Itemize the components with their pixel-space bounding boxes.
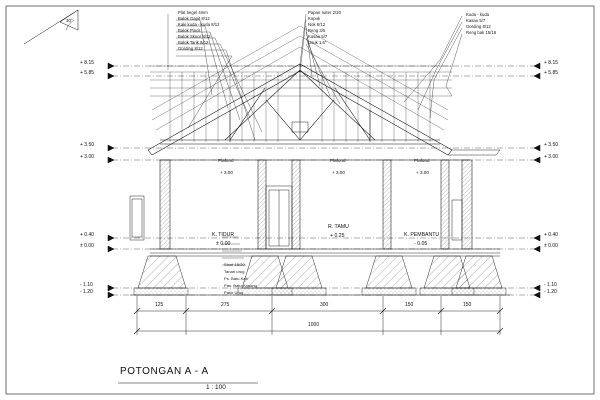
annotation-left-6: Gording 8/12 xyxy=(178,46,203,51)
level-left-2: + 3.50 xyxy=(80,142,95,148)
annotation-left-1: Balok Gapit 8/12 xyxy=(178,16,210,21)
ceiling-label-0: Plafond xyxy=(218,158,234,163)
level-left-5: ± 0.00 xyxy=(80,243,94,249)
dimension-segment-1: 275 xyxy=(221,302,230,308)
dimension-segment-4: 150 xyxy=(463,302,472,308)
annotation-center-4: Kasau 5/7 xyxy=(308,34,328,39)
room-level-2: - 0.05 xyxy=(414,241,428,247)
annotation-foundation-0: Sloof 15/20 xyxy=(224,262,245,267)
level-left-3: + 3.00 xyxy=(80,154,95,160)
ceiling-label-1: Plafond xyxy=(330,158,346,163)
annotation-foundation-2: Ps. Batu Kali xyxy=(224,276,248,281)
leader-lines-right xyxy=(404,16,462,118)
room-label-2: K. PEMBANTU xyxy=(404,232,440,238)
ceiling-level-1: + 3.00 xyxy=(332,170,345,175)
room-label-1: R. TAMU xyxy=(328,224,349,230)
annotation-foundation-4: Pasir Urug xyxy=(224,290,244,295)
ceiling-level-0: + 3.00 xyxy=(220,170,233,175)
level-right-2: + 3.50 xyxy=(544,142,559,148)
annotation-right-2: Gording 8/12 xyxy=(466,24,491,29)
dimension-segment-2: 300 xyxy=(320,302,329,308)
annotation-foundation-3: Pas. Batu Kosong xyxy=(224,283,257,288)
level-right-7: - 1.20 xyxy=(544,289,557,295)
floor-slab xyxy=(150,253,500,256)
level-left-0: + 8.15 xyxy=(80,60,95,66)
annotation-left-3: Balok Pincit xyxy=(178,28,201,33)
level-left-6: - 1.10 xyxy=(80,282,93,288)
annotation-center-3: Reng 3/5 xyxy=(308,28,326,33)
room-label-0: K. TIDUR xyxy=(212,232,235,238)
level-left-4: + 0.40 xyxy=(80,232,95,238)
annotation-center-0: Papan ruiter 2/20 xyxy=(308,10,341,15)
annotation-center-1: Kopuk xyxy=(308,16,321,21)
level-left-1: + 5.85 xyxy=(80,70,95,76)
drawing-title: POTONGAN A - A xyxy=(120,366,209,377)
dimension-lines xyxy=(134,296,503,335)
angle-symbol xyxy=(24,10,78,44)
room-level-0: ± 0.00 xyxy=(216,241,231,247)
level-right-3: + 3.00 xyxy=(544,154,559,160)
annotation-left-0: Plat begel 4mm xyxy=(178,10,208,15)
annotation-right-0: Kuda - kuda xyxy=(466,12,490,17)
drawing-scale: 1 : 100 xyxy=(206,384,226,391)
dimension-segment-3: 150 xyxy=(405,302,414,308)
level-left-7: - 1.20 xyxy=(80,289,93,295)
annotation-foundation-1: Tanah urug xyxy=(224,269,245,274)
ceiling-level-2: + 3.00 xyxy=(416,170,429,175)
level-right-6: - 1.10 xyxy=(544,282,557,288)
walls xyxy=(150,160,500,249)
roof-structure xyxy=(148,64,452,155)
annotation-left-2: Kaki kuda - kuda 8/12 xyxy=(178,22,220,27)
foundations xyxy=(130,256,510,295)
ceiling-label-2: Plafond xyxy=(414,158,430,163)
dimension-total: 1000 xyxy=(308,322,320,328)
level-ticks-left xyxy=(108,63,114,298)
level-right-0: + 8.15 xyxy=(544,60,559,66)
level-right-1: + 5.85 xyxy=(544,70,559,76)
annotation-left-4: Balok Skoor 8/12 xyxy=(178,34,211,39)
level-ticks-right xyxy=(534,63,540,298)
annotation-left-5: Balok Tarik 8/12 xyxy=(178,40,209,45)
annotation-right-1: Kasau 5/7 xyxy=(466,18,486,23)
level-right-5: ± 0.00 xyxy=(544,243,558,249)
annotation-center-5: Usuk 1.5" xyxy=(308,40,327,45)
level-right-4: + 0.40 xyxy=(544,232,559,238)
dimension-segment-0: 125 xyxy=(155,302,164,308)
roof-right-overhang xyxy=(448,150,500,155)
annotation-right-3: Reng bak 15/15 xyxy=(466,30,497,35)
annotation-center-2: Nok 8/12 xyxy=(308,22,326,27)
angle-note: 30° xyxy=(66,18,73,23)
room-level-1: + 0.25 xyxy=(330,233,345,239)
